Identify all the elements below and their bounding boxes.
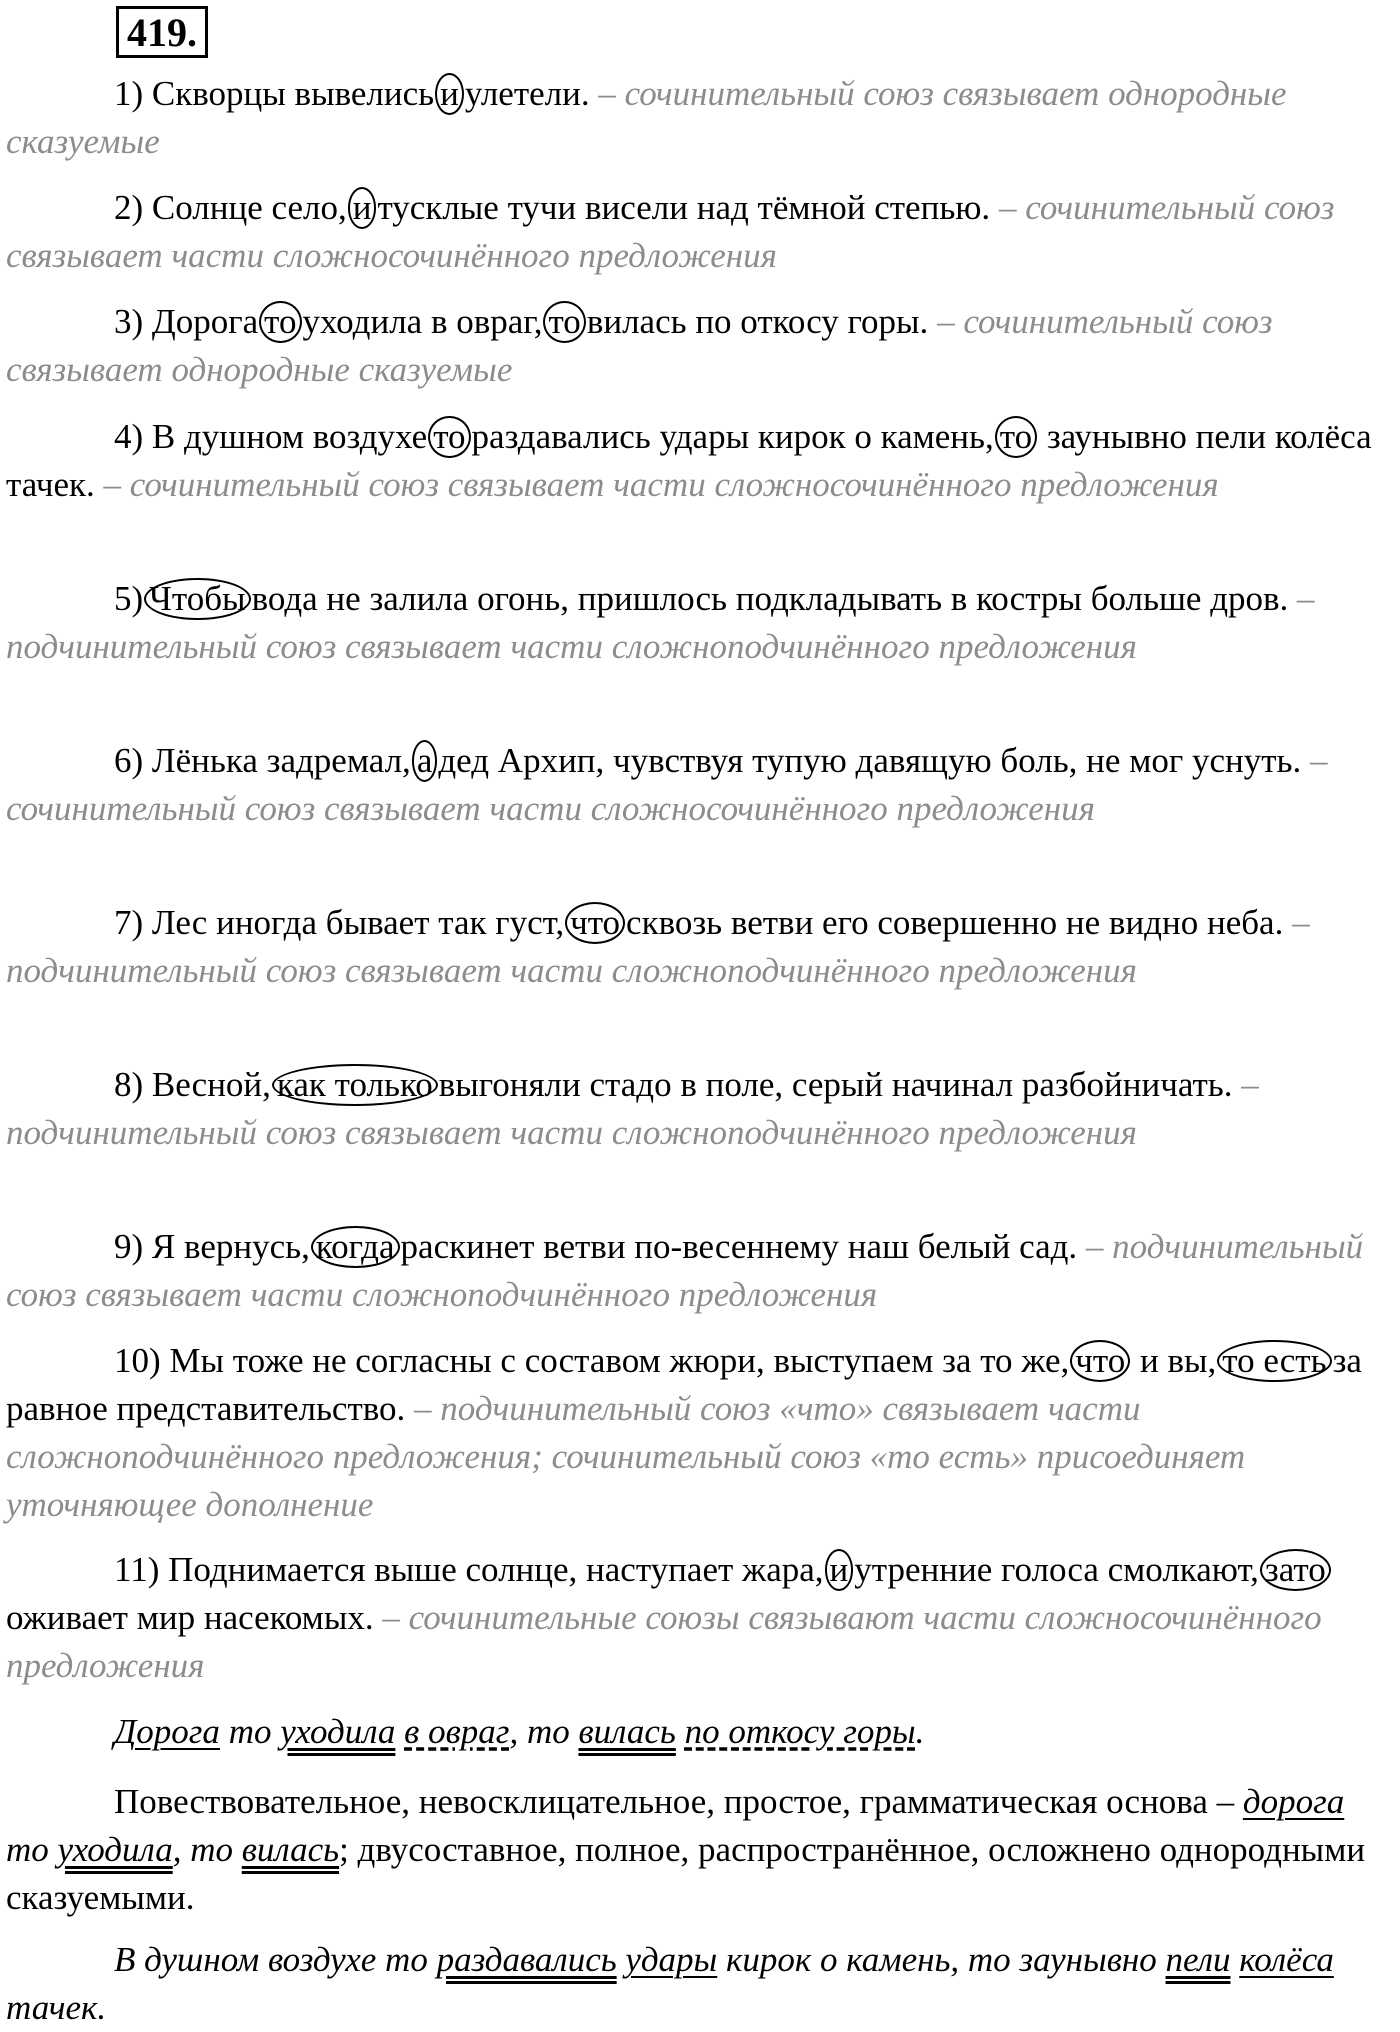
item-comment: – подчинительный союз связывает части сложноподчинённого предложения [6, 1065, 1259, 1152]
item-text: вилась по откосу горы. [586, 302, 929, 341]
item-1 [6, 70, 1391, 166]
item-text: Поднимается выше солнце, наступает жара, [168, 1550, 824, 1589]
item-text: Скворцы вывелись [151, 74, 435, 113]
circled-conjunction: то [995, 416, 1037, 458]
item-text: Мы тоже не согласны с составом жюри, выступаем за то же, [169, 1341, 1070, 1380]
item-comment: – сочинительный союз связывает однородные сказуемые [6, 302, 1273, 389]
circled-conjunction: что [1070, 1340, 1130, 1382]
circled-conjunction: когда [311, 1226, 400, 1268]
item-num: 6) [114, 741, 144, 780]
circled-conjunction: что [565, 902, 625, 944]
circled-conjunction: и [435, 73, 464, 115]
item-text: утренние голоса смолкают, [854, 1550, 1259, 1589]
predicate-word: раздавались [436, 1940, 617, 1979]
item-text: Дорога [151, 302, 259, 341]
item-10 [6, 1337, 1391, 1529]
circumstance-word: по откосу горы [684, 1712, 916, 1751]
item-text: Лес иногда бывает так густ, [151, 903, 565, 942]
analysis-paragraph [6, 1778, 1391, 1922]
plain-word: , то [172, 1830, 233, 1869]
circled-conjunction: как только [272, 1064, 438, 1106]
predicate-word: вилась [241, 1830, 340, 1869]
item-text: Солнце село, [151, 188, 347, 227]
item-5 [6, 575, 1391, 671]
parse-sentence-2 [6, 1936, 1391, 2032]
predicate-word: уходила [280, 1712, 396, 1751]
item-text: уходила в овраг, [302, 302, 543, 341]
item-text: В душном воздухе [151, 417, 428, 456]
item-comment: – подчинительный союз связывает части сложноподчинённого предложения [6, 1227, 1364, 1314]
circled-conjunction: зато [1260, 1549, 1331, 1591]
item-9 [6, 1223, 1391, 1319]
circumstance-word: в овраг [404, 1712, 510, 1751]
predicate-word: вилась [578, 1712, 676, 1751]
subject-word: удары [625, 1940, 718, 1979]
item-3 [6, 298, 1391, 394]
item-text: за равное представительство. [6, 1341, 1362, 1428]
item-text: и вы, [1139, 1341, 1217, 1380]
parse-sentence-1 [6, 1708, 1391, 1756]
circled-conjunction: то [428, 416, 470, 458]
item-comment: – сочинительный союз связывает однородные сказуемые [6, 74, 1287, 161]
item-num: 11) [114, 1550, 160, 1589]
item-num: 4) [114, 417, 144, 456]
item-text: Лёнька задремал, [151, 741, 411, 780]
item-num: 8) [114, 1065, 144, 1104]
plain-word: кирок о камень, то заунывно [726, 1940, 1157, 1979]
plain-word: то [228, 1712, 272, 1751]
item-num: 3) [114, 302, 144, 341]
analysis-text: Повествовательное, невосклицательное, простое, грамматическая основа – [114, 1782, 1235, 1821]
item-comment: – сочинительный союз связывает части сложносочинённого предложения [6, 188, 1335, 275]
plain-word: тачек. [6, 1988, 107, 2027]
item-text: дед Архип, чувствуя тупую давящую боль, не мог уснуть. [438, 741, 1302, 780]
item-comment: – сочинительный союз связывает части сложносочинённого предложения [6, 741, 1328, 828]
item-7 [6, 899, 1391, 995]
item-4 [6, 413, 1391, 509]
item-num: 10) [114, 1341, 161, 1380]
exercise-number: 419. [116, 6, 208, 58]
circled-conjunction: а [412, 740, 438, 782]
plain-word: , то [509, 1712, 570, 1751]
plain-word: то [6, 1830, 49, 1869]
plain-word: . [915, 1712, 925, 1751]
item-num: 9) [114, 1227, 144, 1266]
item-num: 7) [114, 903, 144, 942]
item-text: вода не залила огонь, пришлось подкладывать в костры больше дров. [251, 579, 1289, 618]
item-text: раскинет ветви по-весеннему наш белый сад. [400, 1227, 1078, 1266]
item-text: Весной, [151, 1065, 271, 1104]
item-comment: – сочинительные союзы связывают части сложносочинённого предложения [6, 1598, 1322, 1685]
circled-conjunction: и [825, 1549, 854, 1591]
item-num: 1) [114, 74, 144, 113]
predicate-word: уходила [57, 1830, 173, 1869]
item-comment: – подчинительный союз связывает части сложноподчинённого предложения [6, 903, 1310, 990]
analysis-text: ; двусоставное, полное, распространённое, осложнено однородными сказуемыми. [6, 1830, 1366, 1917]
subject-word: Дорога [114, 1712, 220, 1751]
circled-conjunction: то [259, 301, 301, 343]
item-6 [6, 737, 1391, 833]
item-11 [6, 1546, 1391, 1690]
item-text: заунывно пели колёса тачек. [6, 417, 1372, 504]
item-text: раздавались удары кирок о камень, [471, 417, 994, 456]
circled-conjunction: то [543, 301, 585, 343]
item-num: 5) [114, 579, 144, 618]
item-text: улетели. [464, 74, 590, 113]
predicate-word: пели [1165, 1940, 1231, 1979]
item-comment: – подчинительный союз «что» связывает части сложноподчинённого предложения; сочинительный союз «то есть» присоединяет уточняющее дополнение [6, 1389, 1246, 1524]
item-comment: – подчинительный союз связывает части сложноподчинённого предложения [6, 579, 1315, 666]
circled-conjunction: и [348, 187, 377, 229]
item-text: Я вернусь, [151, 1227, 310, 1266]
subject-word: дорога [1242, 1782, 1345, 1821]
item-text: оживает мир насекомых. [6, 1598, 374, 1637]
item-text: выгоняли стадо в поле, серый начинал разбойничать. [438, 1065, 1233, 1104]
circled-conjunction: Чтобы [144, 578, 250, 620]
item-8 [6, 1061, 1391, 1157]
item-2 [6, 184, 1391, 280]
circled-conjunction: то есть [1217, 1340, 1331, 1382]
item-text: тусклые тучи висели над тёмной степью. [377, 188, 991, 227]
item-text: сквозь ветви его совершенно не видно неба. [626, 903, 1284, 942]
item-comment: – сочинительный союз связывает части сложносочинённого предложения [103, 465, 1219, 504]
plain-word: В душном воздухе то [114, 1940, 428, 1979]
item-num: 2) [114, 188, 144, 227]
subject-word: колёса [1239, 1940, 1334, 1979]
